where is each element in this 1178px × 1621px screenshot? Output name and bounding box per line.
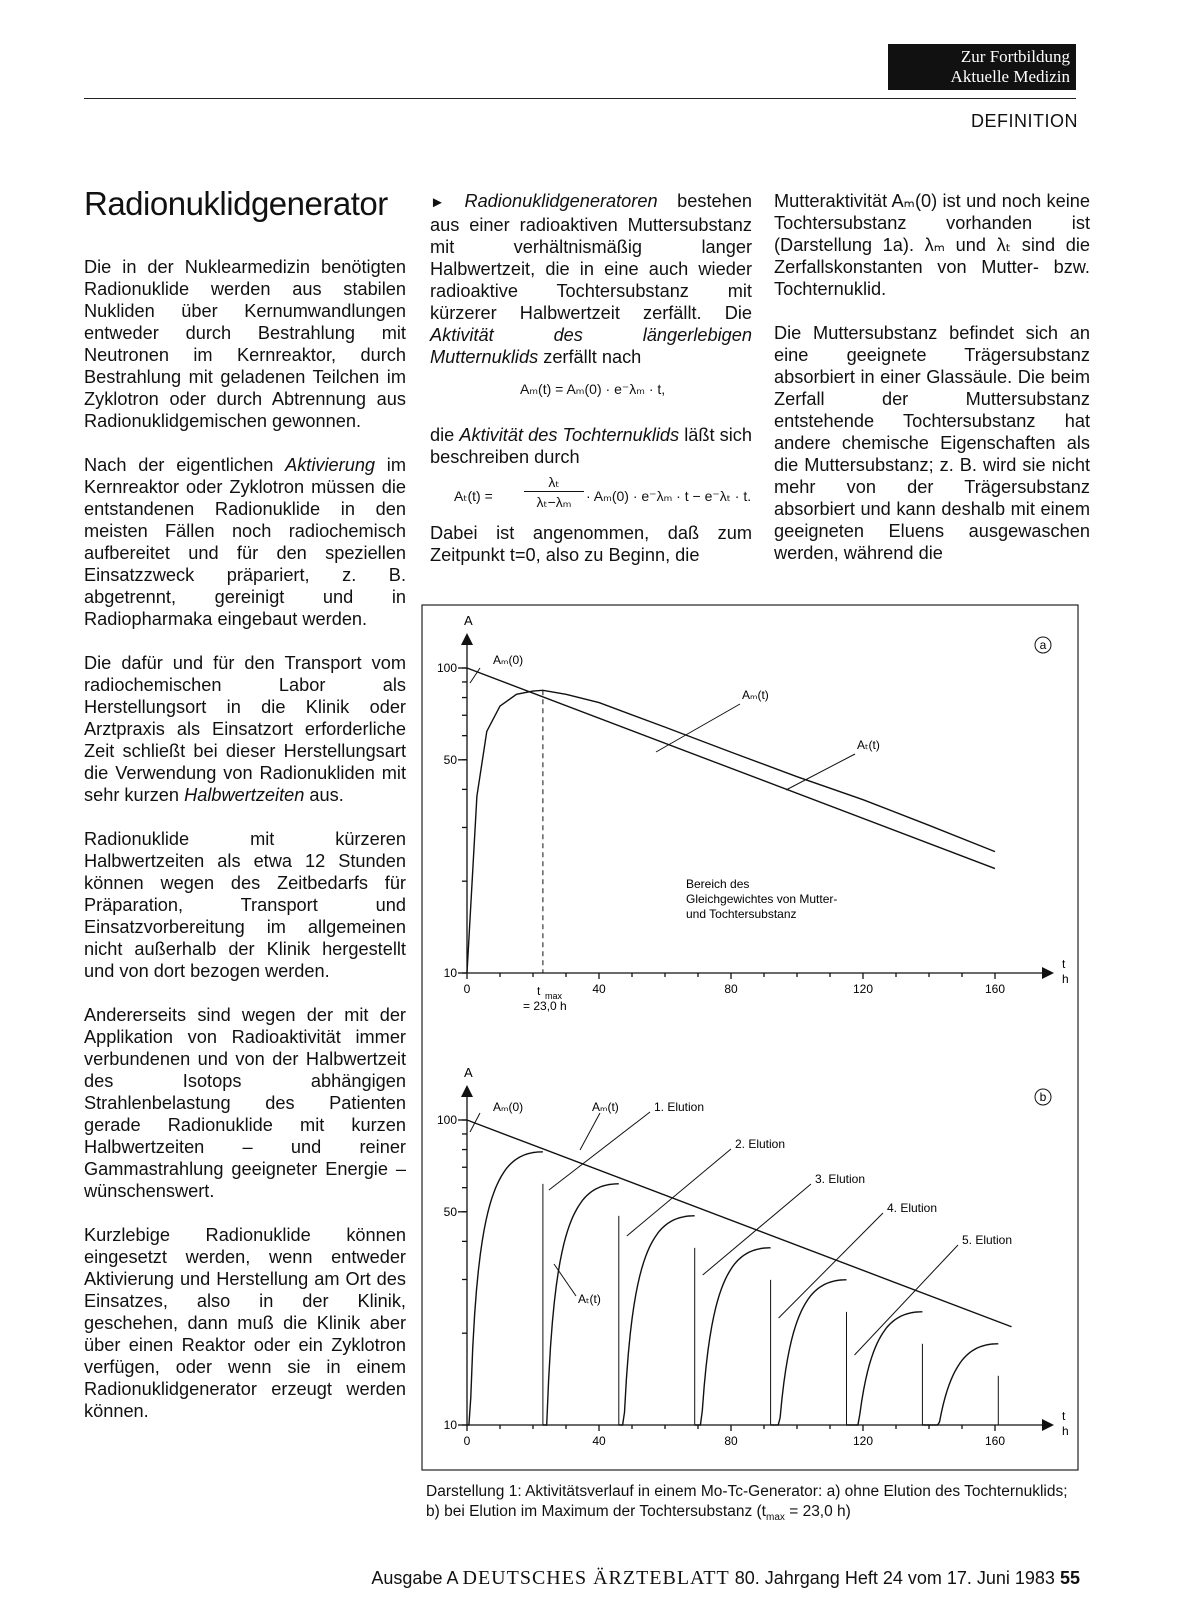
leader-elution bbox=[779, 1213, 883, 1318]
x-tick-label: 80 bbox=[724, 982, 738, 996]
label-elution: 5. Elution bbox=[962, 1233, 1013, 1247]
formula-mother: Aₘ(t) = Aₘ(0) · e⁻λₘ · t, bbox=[520, 381, 666, 397]
header-line-1: Zur Fortbildung bbox=[960, 47, 1070, 66]
label-bereich: und Tochtersubstanz bbox=[686, 907, 797, 921]
series-line-daughter bbox=[467, 690, 995, 973]
chart-panel-a bbox=[437, 613, 1069, 1013]
label-tmax: t bbox=[537, 984, 541, 998]
x-tick-label: 120 bbox=[852, 1434, 874, 1448]
emphasis: Aktivität des Tochternuklids bbox=[459, 425, 680, 445]
panel-marker-label: b bbox=[1039, 1090, 1047, 1104]
series-line-mother bbox=[467, 1120, 1012, 1327]
label-elution: 2. Elution bbox=[735, 1137, 786, 1151]
x-axis-unit: h bbox=[1062, 1424, 1069, 1438]
label-am0: Aₘ(0) bbox=[493, 1100, 524, 1114]
label-am-t: Aₘ(t) bbox=[742, 688, 769, 702]
paragraph: Radionuklide mit kürzeren Halbwertzeiten als etwa 12 Stunden können wegen des Zeitbedarfs für Präparation, Transport und Einsatzvorbereitung im allgemeinen nicht außerhalb der Klinik hergestellt und von dort bezogen werden. bbox=[84, 829, 406, 981]
label-tmax-value: = 23,0 h bbox=[523, 999, 567, 1013]
paragraph: Kurzlebige Radionuklide können eingesetzt werden, wenn entweder Aktivierung und Herstellung am Ort des Einsatzes, also in der Klinik, geschehen, dann muß die Klinik aber über einen Reaktor oder ein Zyklotron verfügen, oder wenn sie in einem Radionuklidgenerator erzeugt werden können. bbox=[84, 1225, 406, 1421]
y-tick-label: 10 bbox=[443, 966, 457, 980]
y-tick-label: 50 bbox=[443, 1204, 457, 1219]
label-am0: Aₘ(0) bbox=[493, 653, 524, 667]
y-tick-label: 10 bbox=[443, 1418, 457, 1432]
label-elution: 3. Elution bbox=[815, 1172, 866, 1186]
y-tick-label: 50 bbox=[443, 752, 457, 767]
chart-panel-b bbox=[437, 1065, 1069, 1448]
formula-daughter: Aₜ(t) = λₜ λₜ−λₘ · Aₘ(0) · e⁻λₘ · t − e⁻λₜ · t. bbox=[454, 474, 752, 510]
paragraph: Mutteraktivität Aₘ(0) ist und noch keine Tochtersubstanz vorhanden ist (Darstellung 1a). λₘ und λₜ sind die Zerfallskonstanten von Mutter- bzw. Tochternuklid. bbox=[774, 191, 1090, 299]
series-line-daughter-segment bbox=[467, 1152, 543, 1425]
article-title: Radionuklidgenerator bbox=[84, 185, 388, 222]
x-tick-label: 160 bbox=[984, 1434, 1006, 1448]
paragraph: Die in der Nuklearmedizin benötigten Radionuklide werden aus stabilen Nukliden über Kernumwandlungen entweder durch Bestrahlung mit Neutronen im Kernreaktor, durch Bestrahlung mit geladenen Teilchen im Zyklotron oder durch Abtrennung aus Radionuklidgemischen gewonnen. bbox=[84, 257, 406, 431]
series-line-daughter-segment bbox=[922, 1344, 998, 1425]
series-line-mother bbox=[467, 668, 995, 869]
panel-marker-label: a bbox=[1039, 638, 1047, 652]
section-label: DEFINITION bbox=[971, 111, 1078, 131]
paragraph: Die Muttersubstanz befindet sich an eine geeignete Trägersubstanz absorbiert in einer Glassäule. Die beim Zerfall der Muttersubstanz entstehende Tochtersubstanz hat andere chemische Eigenschaften als die Muttersubstanz; z. B. wird sie nicht mehr von der Trägersubstanz absorbiert und kann deshalb mit einem geeigneten Eluens ausgewaschen werden, während die bbox=[774, 323, 1090, 563]
figure-frame bbox=[422, 605, 1078, 1470]
label-at-t: Aₜ(t) bbox=[578, 1292, 601, 1306]
leader-am0 bbox=[470, 1113, 480, 1132]
y-tick-label: 100 bbox=[436, 1113, 457, 1127]
x-tick-label: 40 bbox=[592, 1434, 606, 1448]
x-tick-label: 80 bbox=[724, 1434, 738, 1448]
arrow-marker-icon: ► bbox=[430, 194, 445, 211]
x-axis-label: t bbox=[1062, 1409, 1066, 1423]
series-line-daughter-segment bbox=[619, 1216, 695, 1425]
emphasis: Radionuklidgeneratoren bbox=[464, 191, 658, 211]
figure-caption: Darstellung 1: Aktivitätsverlauf in einem Mo-Tc-Generator: a) ohne Elution des Tochternuklids; b) bei Elution im Maximum der Tochtersubstanz ($t_{max} = 23,0$ h) bbox=[426, 1483, 1068, 1524]
emphasis: Halbwertzeiten bbox=[184, 785, 305, 805]
label-bereich: Bereich des bbox=[686, 877, 750, 891]
y-tick-label: 100 bbox=[436, 661, 457, 675]
leader-am-t bbox=[580, 1113, 600, 1150]
column-2-intro: ► Radionuklidgeneratoren bestehen aus einer radioaktiven Muttersubstanz mit verhältnismäßig langer Halbwertzeit, die in eine auch wieder radioaktive Tochtersubstanz mit kürzerer Halbwertzeit zerfällt. Die Aktivität des längerlebigen Mutternuklids zerfällt nach bbox=[430, 191, 752, 367]
column-2-end: Dabei ist angenommen, daß zum Zeitpunkt t=0, also zu Beginn, die bbox=[430, 523, 752, 565]
y-axis-label: A bbox=[464, 613, 473, 628]
paragraph: Nach der eigentlichen Aktivierung im Kernreaktor oder Zyklotron müssen die entstandenen Radionuklide in den meisten Fällen noch radiochemisch aufbereitet und für den speziellen Einsatzzweck präpariert, z. B. abgetrennt, gereinigt und in Radiopharmaka eingebaut werden. bbox=[84, 455, 407, 629]
x-tick-label: 40 bbox=[592, 982, 606, 996]
leader-elution bbox=[703, 1184, 811, 1275]
series-line-daughter-segment bbox=[771, 1280, 847, 1425]
label-tmax-sub: max bbox=[545, 991, 563, 1001]
series-line-daughter-segment bbox=[847, 1312, 923, 1425]
y-axis-arrow-icon bbox=[461, 1085, 473, 1097]
emphasis: Aktivität des längerlebigen Mutternuklids bbox=[430, 325, 752, 367]
label-bereich: Gleichgewichtes von Mutter- bbox=[686, 892, 838, 906]
journal-name: DEUTSCHES ÄRZTEBLATT bbox=[462, 1567, 730, 1589]
x-axis-label: t bbox=[1062, 957, 1066, 971]
emphasis: Aktivierung bbox=[285, 455, 376, 475]
x-axis-arrow-icon bbox=[1042, 967, 1054, 979]
edition: Ausgabe A bbox=[371, 1568, 458, 1588]
column-2-mid: die Aktivität des Tochternuklids läßt sich beschreiben durch bbox=[430, 425, 752, 467]
x-tick-label: 0 bbox=[463, 982, 471, 996]
label-elution: 1. Elution bbox=[654, 1100, 705, 1114]
x-tick-label: 120 bbox=[852, 982, 874, 996]
label-am-t: Aₘ(t) bbox=[592, 1100, 619, 1114]
label-elution: 4. Elution bbox=[887, 1201, 938, 1215]
header-line-2: Aktuelle Medizin bbox=[950, 67, 1070, 86]
x-tick-label: 160 bbox=[984, 982, 1006, 996]
x-tick-label: 0 bbox=[463, 1434, 471, 1448]
page-footer bbox=[250, 1567, 1080, 1590]
page-number: 55 bbox=[1059, 1568, 1080, 1588]
y-axis-arrow-icon bbox=[461, 633, 473, 645]
paragraph: Die dafür und für den Transport vom radiochemischen Labor als Herstellungsort in die Klinik oder Arztpraxis als Einsatzort erforderliche Zeit schließt bei dieser Herstellungsart die Verwendung von Radionukliden mit sehr kurzen Halbwertzeiten aus. bbox=[84, 653, 406, 805]
leader-elution bbox=[549, 1112, 650, 1190]
paragraph: Andererseits sind wegen der mit der Applikation von Radioaktivität immer verbundenen und von der Halbwertzeit des Isotops abhängigen Strahlenbelastung des Patienten gerade Radionuklide mit kurzen Halbwertzeiten – und reiner Gammastrahlung geeigneter Energie – wünschenswert. bbox=[84, 1005, 406, 1201]
issue-info: 80. Jahrgang Heft 24 vom 17. Juni 1983 bbox=[734, 1568, 1055, 1588]
label-at-t: Aₜ(t) bbox=[857, 738, 880, 752]
leader-elution bbox=[627, 1149, 731, 1236]
x-axis-unit: h bbox=[1062, 972, 1069, 986]
y-axis-label: A bbox=[464, 1065, 473, 1080]
series-line-daughter-segment bbox=[695, 1248, 771, 1425]
x-axis-arrow-icon bbox=[1042, 1419, 1054, 1431]
